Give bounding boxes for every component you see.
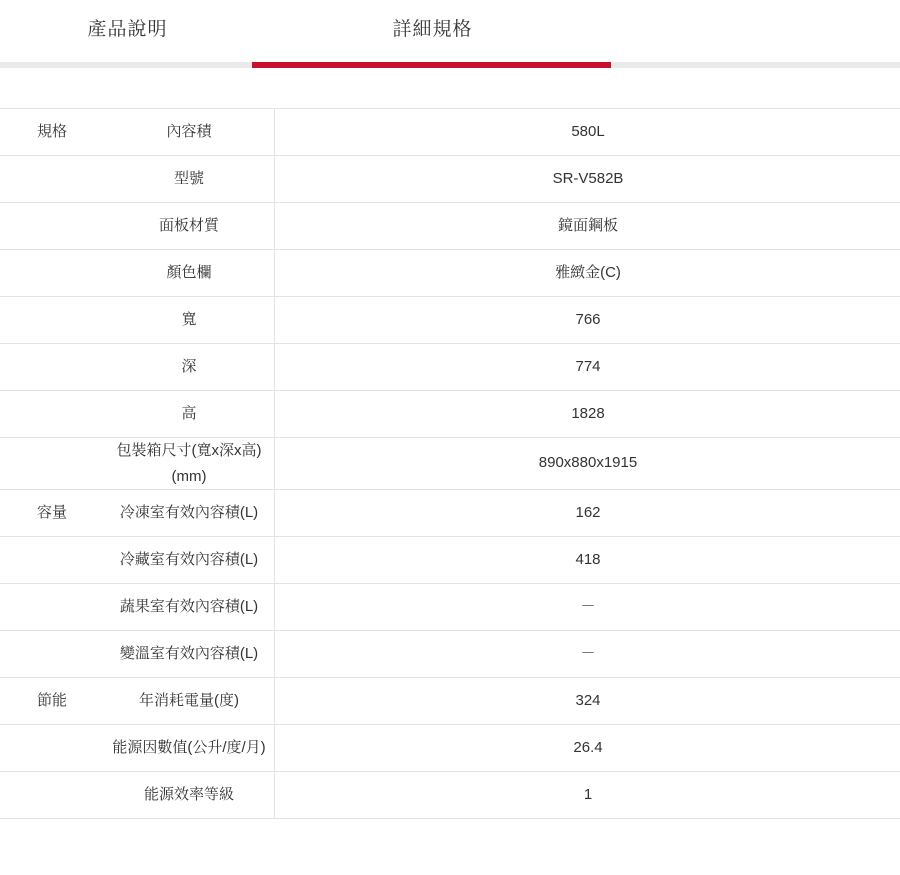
spec-value: SR-V582B: [275, 156, 900, 203]
spec-group: [0, 156, 104, 203]
spec-label: 蔬果室有效內容積(L): [104, 584, 275, 631]
spec-label: 寬: [104, 297, 275, 344]
spec-group: [0, 203, 104, 250]
spec-label: 高: [104, 391, 275, 438]
table-row: [0, 678, 900, 725]
spec-label-line1: 包裝箱尺寸(寬x深x高): [116, 442, 262, 459]
spec-group: [0, 438, 104, 490]
spec-label: 面板材質: [104, 203, 275, 250]
table-row: [0, 344, 900, 391]
table-row: [0, 438, 900, 490]
table-row: [0, 297, 900, 344]
spec-value: 162: [275, 490, 900, 537]
spec-label: 深: [104, 344, 275, 391]
table-row: [0, 490, 900, 537]
spec-label: 能源因數值(公升/度/月): [104, 725, 275, 772]
spec-table: [0, 108, 900, 819]
spec-label: 型號: [104, 156, 275, 203]
spec-group: [0, 297, 104, 344]
table-row: [0, 250, 900, 297]
spec-label: 能源效率等級: [104, 772, 275, 819]
spec-label: 內容積: [104, 109, 275, 156]
spec-table-container: [0, 108, 900, 819]
tab-detailed-spec[interactable]: 詳細規格: [392, 19, 473, 40]
spec-value: 1828: [275, 391, 900, 438]
spec-label: 冷凍室有效內容積(L): [104, 490, 275, 537]
tab-bar: [0, 0, 900, 64]
spec-value: 雅緻金(C): [275, 250, 900, 297]
spec-label: [104, 438, 275, 490]
spec-group: [0, 631, 104, 678]
spec-value: 580L: [275, 109, 900, 156]
table-row: [0, 109, 900, 156]
spec-group: [0, 537, 104, 584]
spec-value: 418: [275, 537, 900, 584]
table-row: [0, 537, 900, 584]
spec-label: 冷藏室有效內容積(L): [104, 537, 275, 584]
tab-product-description[interactable]: 產品說明: [87, 19, 168, 40]
spec-group: [0, 584, 104, 631]
spec-value: －: [275, 631, 900, 678]
spec-group: [0, 391, 104, 438]
spec-value: 774: [275, 344, 900, 391]
table-row: [0, 772, 900, 819]
table-row: [0, 391, 900, 438]
table-row: [0, 156, 900, 203]
spec-group: 容量: [0, 490, 104, 537]
table-row: [0, 203, 900, 250]
spec-value: 324: [275, 678, 900, 725]
spec-value: 766: [275, 297, 900, 344]
spec-label: 年消耗電量(度): [104, 678, 275, 725]
spec-group: [0, 250, 104, 297]
spec-value: －: [275, 584, 900, 631]
spec-value: 鏡面鋼板: [275, 203, 900, 250]
spec-group: 規格: [0, 109, 104, 156]
table-row: [0, 631, 900, 678]
tab-active-indicator: [252, 62, 611, 68]
table-row: [0, 725, 900, 772]
spec-group: [0, 772, 104, 819]
spec-group: 節能: [0, 678, 104, 725]
spec-value: 26.4: [275, 725, 900, 772]
spec-group: [0, 725, 104, 772]
spec-value: 1: [275, 772, 900, 819]
spec-value: 890x880x1915: [275, 438, 900, 490]
spec-label-line2: (mm): [171, 467, 207, 485]
spec-label: 變溫室有效內容積(L): [104, 631, 275, 678]
spec-group: [0, 344, 104, 391]
spec-label: 顏色欄: [104, 250, 275, 297]
table-row: [0, 584, 900, 631]
